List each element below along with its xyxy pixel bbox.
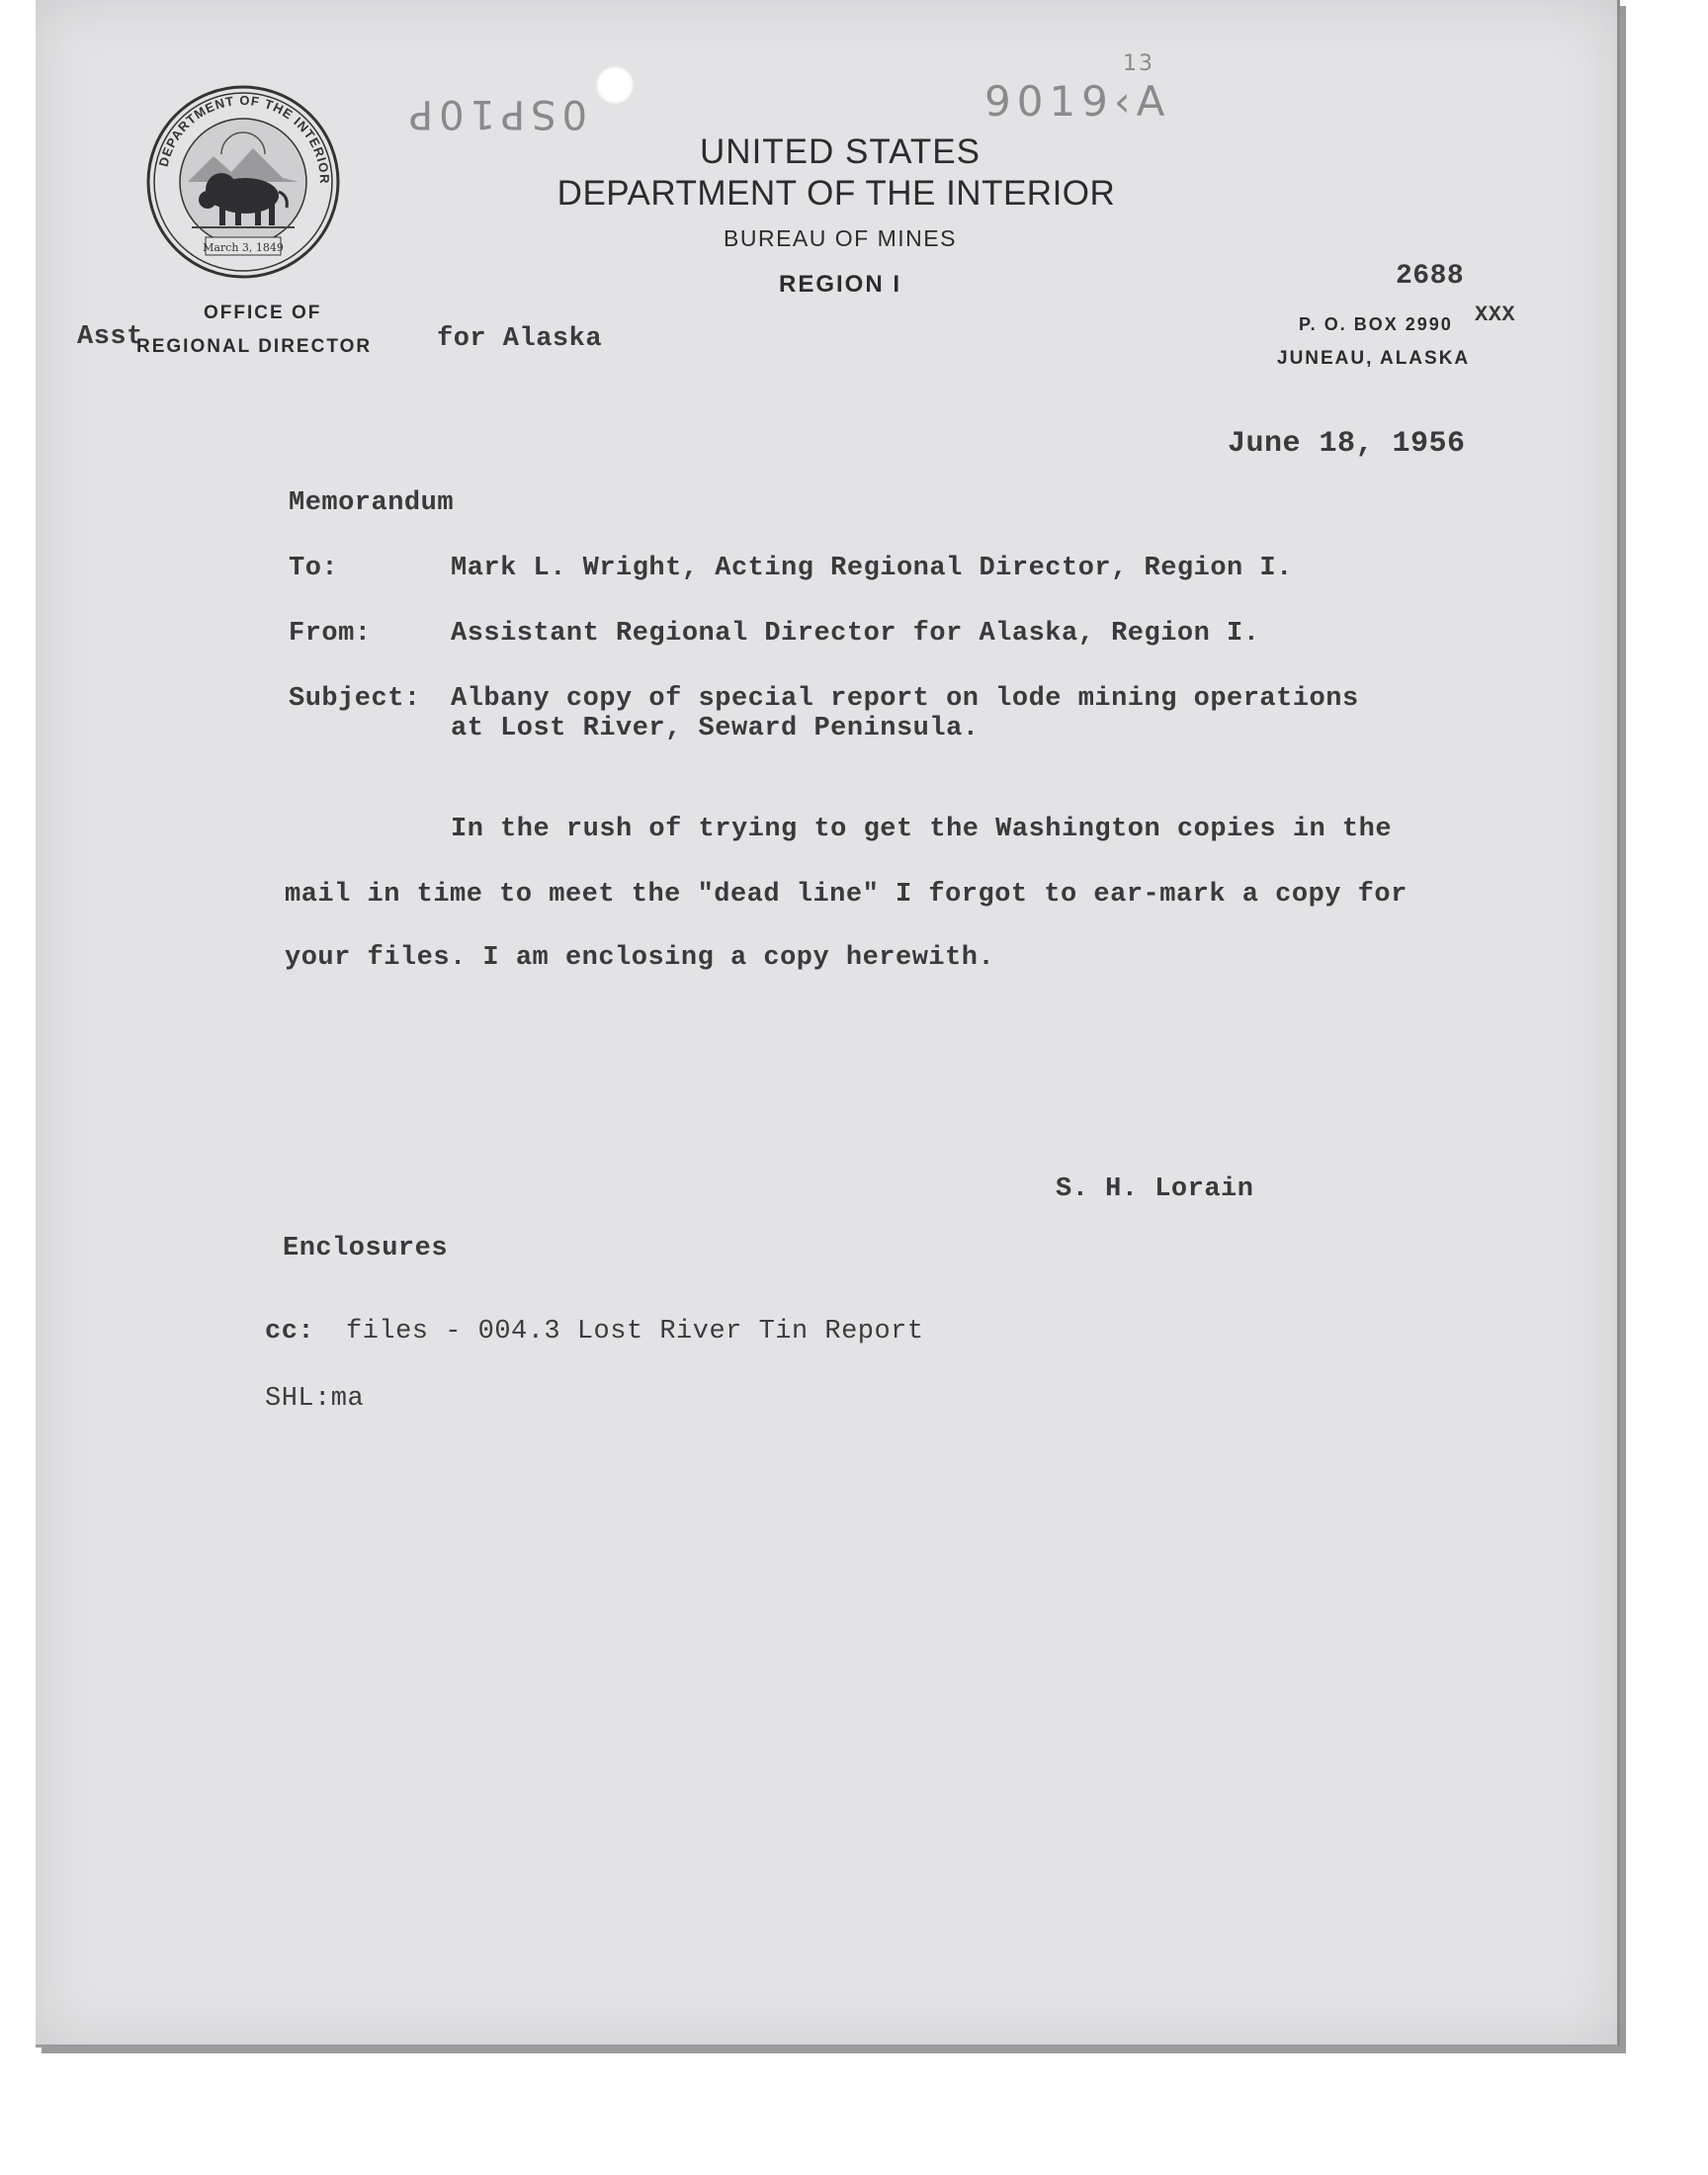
document-page: [36, 0, 1620, 2047]
city-label: JUNEAU, ALASKA: [1277, 348, 1471, 369]
handwritten-corner-mark: 13: [1123, 51, 1154, 76]
body-line-1: In the rush of trying to get the Washington copies in the: [451, 815, 1393, 844]
office-of-label: OFFICE OF: [204, 303, 322, 323]
for-alaska-text: for Alaska: [437, 324, 603, 354]
po-box-label: P. O. BOX 2990: [1299, 314, 1453, 334]
subject-label: Subject:: [289, 684, 421, 714]
handwritten-file-number-left: 0SP10P: [403, 91, 587, 136]
from-value: Assistant Regional Director for Alaska, Region I.: [451, 619, 1260, 649]
subject-line-1: Albany copy of special report on lode mining operations: [451, 684, 1359, 714]
department-seal: [144, 83, 342, 281]
to-label: To:: [289, 554, 339, 583]
cc-value: files - 004.3 Lost River Tin Report: [346, 1317, 924, 1347]
letterhead-region: REGION I: [778, 271, 901, 298]
body-line-2: mail in time to meet the "dead line" I forgot to ear-mark a copy for: [285, 880, 1408, 910]
to-value: Mark L. Wright, Acting Regional Director, Region I.: [451, 554, 1293, 583]
memo-date: June 18, 1956: [1228, 427, 1466, 461]
cc-label: cc:: [265, 1317, 315, 1347]
memo-heading: Memorandum: [289, 488, 455, 518]
typist-initials: SHL:ma: [265, 1384, 365, 1414]
asst-prefix: Asst: [77, 322, 143, 352]
punch-hole: [595, 65, 635, 105]
po-box-correction: 2688: [1396, 261, 1465, 292]
enclosures-label: Enclosures: [283, 1234, 449, 1263]
signature-name: S. H. Lorain: [1056, 1174, 1254, 1204]
po-box-struck-digits: XXX: [1475, 303, 1516, 327]
seal-ring-text: DEPARTMENT OF THE INTERIOR: [155, 92, 333, 185]
body-line-3: your files. I am enclosing a copy herewith.: [285, 943, 995, 973]
regional-director-label: REGIONAL DIRECTOR: [136, 336, 373, 357]
letterhead-bureau: BUREAU OF MINES: [724, 225, 957, 251]
seal-date: March 3, 1849: [203, 241, 284, 254]
from-label: From:: [289, 619, 372, 649]
handwritten-file-number-right: 9019‹A: [984, 77, 1171, 126]
letterhead-united-states: UNITED STATES: [700, 132, 981, 171]
letterhead-department: DEPARTMENT OF THE INTERIOR: [556, 174, 1116, 213]
subject-line-2: at Lost River, Seward Peninsula.: [451, 714, 980, 743]
